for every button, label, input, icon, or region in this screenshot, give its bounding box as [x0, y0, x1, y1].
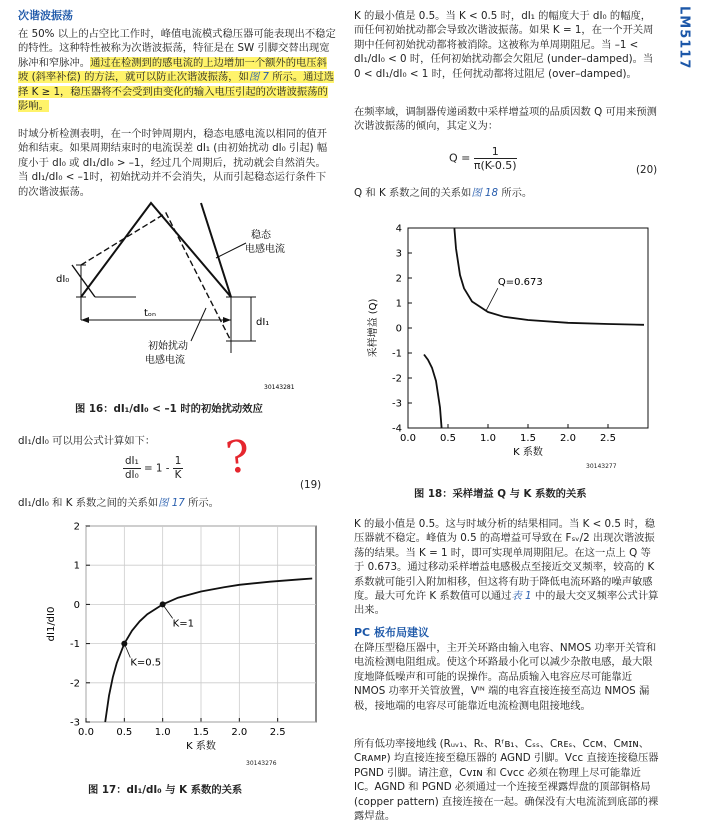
highlight-1: 通过在检测到的感电流的上边增加一个额外的电压斜坡 (斜率补偿) 的方法，就可以防止次谐波振荡，如: [18, 56, 327, 84]
fig18-chart: [366, 222, 656, 472]
fig17-code: 30143276: [246, 760, 277, 767]
x-tick-label: 2.0: [560, 433, 576, 444]
y-axis-label: dI1/dI0: [46, 606, 57, 642]
annotation-point: [121, 641, 127, 647]
y-axis-label: 采样增益 (Q): [368, 298, 379, 358]
y-tick-label: 2: [73, 521, 80, 533]
steady-label: 稳态: [251, 230, 271, 241]
plot-frame: [408, 228, 648, 428]
formula-intro: dI₁/dI₀ 可以用公式计算如下：: [18, 435, 156, 447]
annotation-leader: [124, 644, 130, 658]
x-tick-label: 0.5: [116, 727, 133, 738]
fig16-code: 30143281: [264, 384, 295, 391]
fig17-intro: dI₁/dI₀ 和 K 系数之间的关系如图 17 所示。: [18, 497, 219, 509]
fig17-chart: [48, 518, 328, 773]
para-q-analysis: K 的最小值是 0.5。这与时域分析的结果相同。当 K < 0.5 时，稳压器就不稳定。峰值为 0.5 的高增益可导致在 Fₛᵥ/2 出现次谐波振荡的结果。当 K = 1 时，即可实现单周期阻尼。在这一点上 Q 等于 0.673。通过移动采样增益电感极点至接近交叉频率，较高的 K 系数就可能引入附加相移，但这将有助于降低电流环路的噪声敏感度。最大可允许 K 系数值可以通过表 1 中的最大交叉频率公式计算出来。: [354, 518, 659, 617]
para-pcb-1: 在降压型稳压器中，主开关环路由输入电容、NMOS 功率开关管和电流检测电阻组成。使这个环路最小化可以减少杂散电感，最大限度地降低噪声和可能的误操作。高品质输入电容应尽可能靠近 NMOS 功率开关管放置，Vᴵᴺ 端的电容直接连接至高边 NMOS 漏极，接地端的电容尽可能靠近电流检测电阻接地线。: [354, 642, 657, 712]
fig18-code: 30143277: [586, 463, 617, 470]
y-tick-label: 2: [395, 273, 402, 285]
dI0-label: dI₀: [56, 274, 70, 285]
para-subharmonic: 在 50% 以上的占空比工作时，峰值电流模式稳压器可能表现出不稳定的特性。这种特性被称为次谐波振荡，特征是在 SW 引脚交替出现宽脉冲和窄脉冲。通过在检测到的感电流的上边增加一个额外的电压斜坡 (斜率补偿) 的方法，就可以防止次谐波振荡，如图 7 所示。通过选择 K ≥ 1，稳压器将不会受到由变化的输入电压引起的次谐波振荡的影响。: [18, 28, 336, 113]
link-fig17[interactable]: 图 17: [158, 497, 185, 509]
x-tick-label: 1.0: [480, 433, 496, 444]
annotation-leader: [163, 604, 173, 618]
x-tick-label: 1.5: [193, 727, 209, 738]
x-tick-label: 2.0: [231, 727, 248, 738]
link-fig18[interactable]: 图 18: [471, 187, 499, 199]
ton-label: tₒₙ: [144, 308, 157, 319]
init-label-2: 电感电流: [145, 355, 185, 366]
fig17-caption: 图 17：dI₁/dI₀ 与 K 系数的关系: [88, 784, 243, 796]
formula-19-number: (19): [300, 479, 322, 491]
y-tick-label: 1: [395, 298, 402, 310]
fig16-caption: 图 16：dI₁/dI₀ < –1 时的初始扰动效应: [75, 403, 263, 415]
y-tick-label: -2: [70, 678, 80, 690]
x-tick-label: 0.0: [400, 433, 416, 444]
product-title: LM5117: [676, 6, 692, 70]
sidebar: [673, 0, 699, 823]
link-fig7[interactable]: 图 7: [248, 71, 269, 84]
x-tick-label: 0.5: [440, 433, 456, 444]
y-tick-label: 3: [395, 248, 402, 260]
steady-current: [81, 203, 231, 297]
dI1-label: dI₁: [256, 317, 270, 328]
annotation-label: K=1: [172, 618, 194, 630]
y-tick-label: -1: [70, 639, 80, 651]
link-table1[interactable]: 表 1: [511, 590, 532, 603]
y-tick-label: -3: [392, 398, 402, 410]
series-line: [454, 229, 644, 325]
init-label: 初始扰动: [148, 341, 188, 352]
pcb-heading: PC 板布局建议: [354, 626, 429, 639]
y-tick-label: -4: [392, 423, 402, 435]
annotation-label: Q=0.673: [497, 277, 543, 289]
x-tick-label: 2.5: [600, 433, 616, 444]
x-tick-label: 0.0: [78, 727, 94, 738]
section-heading: 次谐波振荡: [18, 9, 73, 22]
y-tick-label: -3: [70, 717, 80, 729]
annotation-label: K=0.5: [130, 657, 162, 669]
fig18-intro: Q 和 K 系数之间的关系如图 18 所示。: [354, 187, 533, 199]
y-tick-label: 4: [395, 223, 402, 235]
series-line: [105, 579, 312, 723]
y-tick-label: 0: [73, 599, 80, 611]
y-tick-label: -1: [392, 348, 402, 360]
y-tick-label: -2: [392, 373, 402, 385]
x-axis-label: K 系数: [513, 447, 543, 458]
x-tick-label: 2.5: [269, 727, 286, 738]
annotation-leader: [486, 288, 498, 311]
y-tick-label: 0: [395, 323, 402, 335]
formula-19: $\frac{\text{dI₁}}{\text{dI₀}}$ = 1 - $\frac{1}{K}$: [125, 455, 182, 481]
para-pcb-2: 所有低功率接地线 (Rᵤᵥ₁、Rₜ、Rᶠʙ₁、Cₛₛ、Cʀᴇₛ、Cᴄᴍ、Cᴍɪɴ、Cʀᴀᴍᴘ) 均直接连接至稳压器的 AGND 引脚。Vᴄᴄ 直接连接稳压器 PGND 引脚。请注意，Cᴠɪɴ 和 Cᴠᴄᴄ 必须在物理上尽可能靠近 IC。AGND 和 PGND 必须通过一个连接至裸露焊盘的顶部铜格局 (copper pattern) 直接连接在一起。确保没有大电流流到底部的裸露焊盘。: [354, 738, 659, 823]
x-tick-label: 1.0: [154, 727, 171, 738]
y-tick-label: 1: [73, 560, 80, 572]
highlight-2: 所示。通过选择 K ≥ 1，稳压器将不会受到由变化的输入电压引起的次谐波振荡的影响。: [18, 71, 335, 113]
formula-20: Q = $\frac{1}{\pi(K-0.5)}$: [449, 145, 517, 172]
series-line: [424, 355, 442, 429]
fig18-caption: 图 18：采样增益 Q 与 K 系数的关系: [414, 488, 587, 500]
x-tick-label: 1.5: [520, 433, 536, 444]
para-freq-domain: 在频率域，调制器传递函数中采样增益项的品质因数 Q 可用来预测次谐波振荡的倾向，其定义为：: [354, 106, 657, 133]
para-min-k: K 的最小值是 0.5。当 K < 0.5 时，dI₁ 的幅度大于 dI₀ 的幅度，而任何初始扰动都会导致次谐波振荡。如果 K = 1，在一个开关周期中任何初始扰动都将被消除。这被称为单周期阻尼。当 –1 < dI₁/dI₀ < 0 时，任何初始扰动都会欠阻尼 (under–damped)。当 0 < dI₁/dI₀ < 1 时，任何扰动都将过阻尼 (over–damped)。: [354, 10, 654, 80]
steady-label-2: 电感电流: [245, 244, 285, 255]
formula-20-number: (20): [636, 164, 658, 176]
x-axis-label: K 系数: [186, 741, 216, 752]
fig16-diagram: [46, 203, 326, 398]
para-time-domain: 时域分析检测表明，在一个时钟周期内，稳态电感电流以相同的值开始和结束。如果周期结束时的电流误差 dI₁ (由初始扰动 dI₀ 引起) 幅度小于 dI₀ 或 dI₁/dI₀ > –1，经过几个周期后，扰动就会自然消失。当 dI₁/dI₀ < –1时，初始扰动并不会消失，从而引起稳态运行条件下的次谐波振荡。: [18, 128, 328, 198]
handwritten-question-mark: ?: [223, 430, 253, 485]
perturbed-current: [81, 213, 231, 341]
